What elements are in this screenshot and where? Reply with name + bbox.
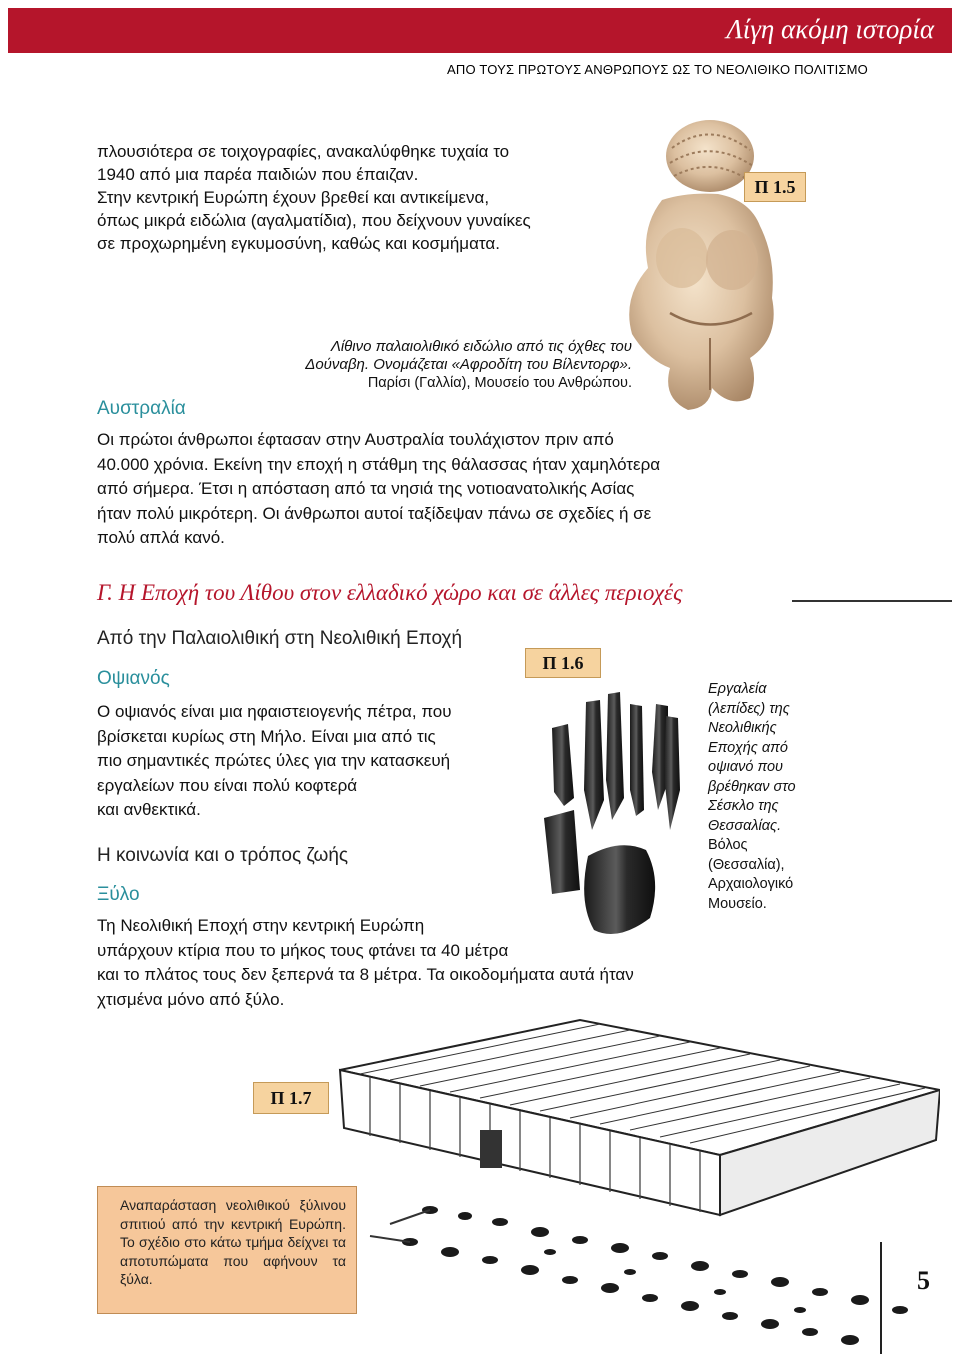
caption-line: Βόλος — [708, 837, 748, 853]
caption-box-text: Αναπαράσταση νεολιθικού ξύλινου σπιτιού από την κεντρική Ευρώπη. Το σχέδιο στο κάτω τμήμα δείχνει τα αποτυπώματα που αφήνουν τα ξύλα. — [120, 1197, 346, 1287]
caption-line: Μουσείο. — [708, 895, 767, 912]
caption-line: βρέθηκαν στο — [708, 778, 796, 795]
caption-line: Αρχαιολογικό — [708, 876, 794, 892]
header-subtitle: ΑΠΟ ΤΟΥΣ ΠΡΩΤΟΥΣ ΑΝΘΡΩΠΟΥΣ ΩΣ ΤΟ ΝΕΟΛΙΘΙΚΟ ΠΟΛΙΤΙΣΜΟ — [446, 62, 868, 77]
figure-caption-p15 — [240, 338, 632, 392]
australia-paragraph — [97, 428, 737, 551]
obsidian-paragraph — [97, 700, 497, 823]
figure-badge-p16: Π 1.6 — [525, 648, 601, 678]
figure-badge-p15: Π 1.5 — [744, 172, 806, 202]
caption-line: (λεπίδες) της — [708, 700, 790, 717]
section-subheading: Από την Παλαιολιθική στη Νεολιθική Εποχή — [97, 628, 463, 649]
caption-line: Λίθινο παλαιολιθικό ειδώλιο από τις όχθες του — [330, 338, 632, 355]
page-number: 5 — [917, 1266, 930, 1295]
intro-line: Στην κεντρική Ευρώπη έχουν βρεθεί και αντικείμενα, — [97, 188, 490, 207]
header-title: Λίγη ακόμη ιστορία — [726, 14, 934, 44]
caption-line: Εποχής από — [708, 739, 788, 756]
australia-line: πολύ απλά κανό. — [97, 528, 225, 547]
figure-badge-p17: Π 1.7 — [253, 1082, 329, 1114]
australia-line: από σήμερα. Έτσι η απόσταση από τα νησιά της νοτιοανατολικής Ασίας — [97, 479, 635, 498]
wood-heading: Ξύλο — [97, 884, 140, 905]
society-heading: Η κοινωνία και ο τρόπος ζωής — [97, 845, 349, 866]
caption-box-p17 — [97, 1186, 357, 1314]
obsidian-line: Ο οψιανός είναι μια ηφαιστειογενής πέτρα, που — [97, 702, 452, 721]
wood-paragraph — [97, 914, 737, 1012]
obsidian-heading: Οψιανός — [97, 668, 170, 689]
australia-line: Οι πρώτοι άνθρωποι έφτασαν στην Αυστραλία τουλάχιστον πριν από — [97, 430, 614, 449]
page-number-rule — [880, 1242, 882, 1354]
caption-line: Σέσκλο της — [708, 798, 779, 814]
intro-line: 1940 από μια παρέα παιδιών που έπαιζαν. — [97, 165, 419, 184]
caption-line: (Θεσσαλία), — [708, 856, 785, 873]
figure-caption-p16 — [708, 680, 838, 914]
obsidian-line: και ανθεκτικά. — [97, 800, 201, 819]
section-heading: Γ. Η Εποχή του Λίθου στον ελλαδικό χώρο και σε άλλες περιοχές — [97, 580, 683, 605]
section-rule — [792, 600, 952, 602]
intro-line: όπως μικρά ειδώλια (αγαλματίδια), που δείχνουν γυναίκες — [97, 211, 531, 230]
australia-heading: Αυστραλία — [97, 398, 186, 419]
australia-line: 40.000 χρόνια. Εκείνη την εποχή η στάθμη της θάλασσας ήταν χαμηλότερα — [97, 454, 661, 474]
intro-line: σε προχωρημένη εγκυμοσύνη, καθώς και κοσμήματα. — [97, 234, 500, 253]
caption-line: οψιανό που — [708, 759, 783, 775]
obsidian-line: πιο σημαντικές πρώτες ύλες για την κατασκευή — [97, 751, 451, 770]
caption-line: Εργαλεία — [708, 681, 767, 697]
intro-line: πλουσιότερα σε τοιχογραφίες, ανακαλύφθηκε τυχαία το — [97, 142, 510, 161]
caption-line: Παρίσι (Γαλλία), Μουσείο του Ανθρώπου. — [367, 375, 632, 391]
intro-paragraph — [97, 140, 617, 255]
wood-line: υπάρχουν κτίρια που το μήκος τους φτάνει τα 40 μέτρα — [97, 940, 509, 960]
obsidian-line: βρίσκεται κυρίως στη Μήλο. Είναι μια από τις — [97, 726, 436, 746]
wood-line: χτισμένα μόνο από ξύλο. — [97, 989, 285, 1009]
longhouse-drawing — [300, 1010, 940, 1350]
wood-line: Τη Νεολιθική Εποχή στην κεντρική Ευρώπη — [97, 916, 425, 935]
caption-line: Θεσσαλίας. — [708, 817, 782, 834]
wood-line: και το πλάτος τους δεν ξεπερνά τα 8 μέτρα. Τα οικοδομήματα αυτά ήταν — [97, 965, 634, 984]
obsidian-line: εργαλείων που είναι πολύ κοφτερά — [97, 775, 358, 795]
caption-line: Δούναβη. Ονομάζεται «Αφροδίτη του Βίλεντορφ». — [305, 356, 632, 373]
australia-line: ήταν πολύ μικρότερη. Οι άνθρωποι αυτοί ταξίδεψαν πάνω σε σχεδίες ή σε — [97, 503, 652, 523]
caption-line: Νεολιθικής — [708, 720, 777, 736]
